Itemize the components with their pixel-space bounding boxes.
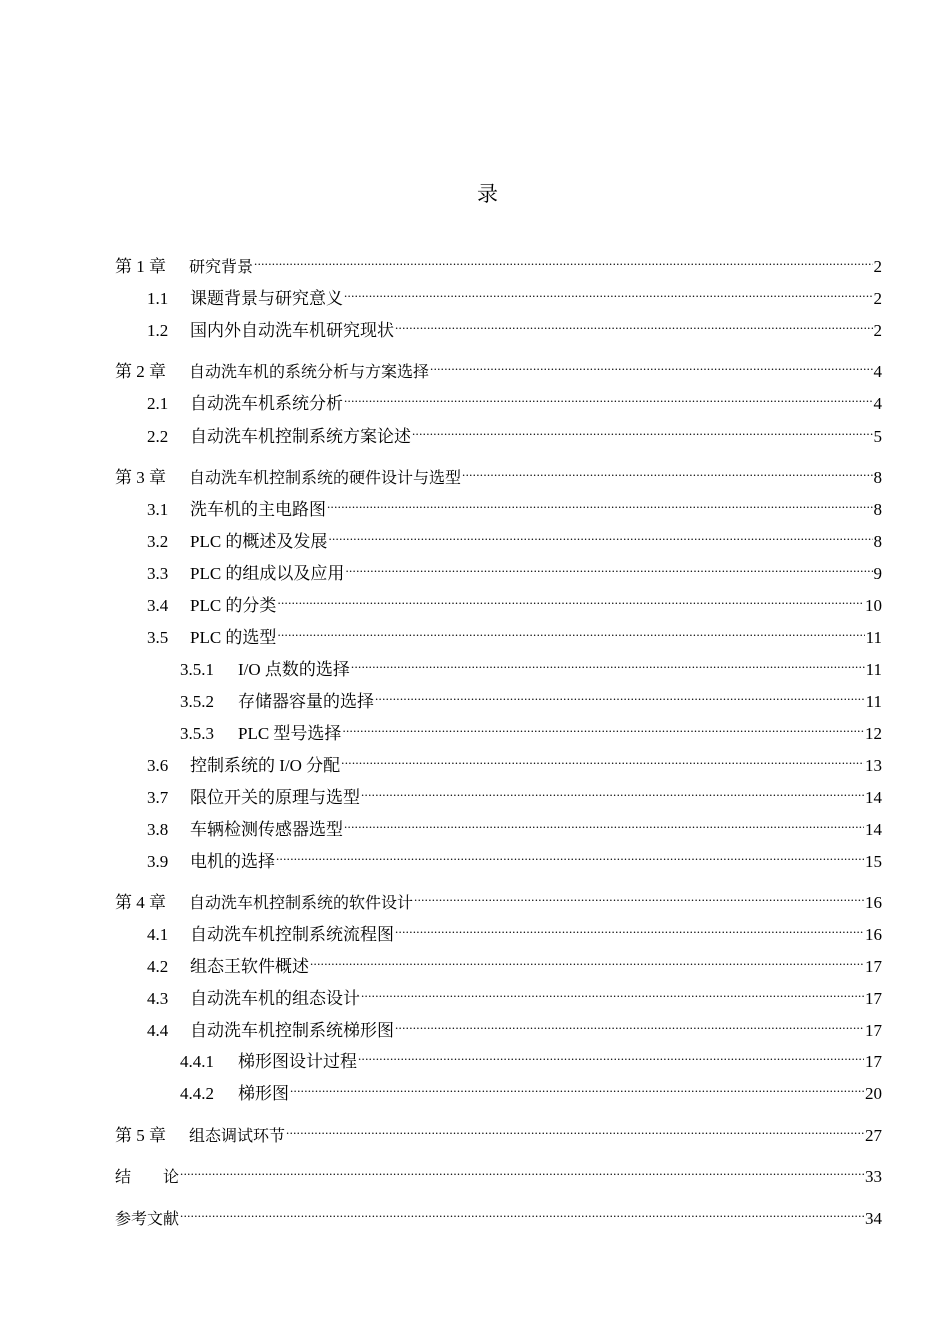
toc-entry[interactable] bbox=[115, 916, 882, 944]
toc-entry-label: 梯形图 bbox=[238, 1084, 289, 1103]
toc-entry-page: 14 bbox=[865, 820, 882, 839]
toc-entry-label: 自动洗车机控制系统方案论述 bbox=[190, 427, 411, 446]
toc-entry-label: 洗车机的主电路图 bbox=[190, 500, 326, 519]
toc-entry-page: 27 bbox=[865, 1126, 882, 1145]
toc-entry[interactable] bbox=[115, 491, 882, 519]
toc-entry-number: 3.4 bbox=[147, 596, 169, 615]
toc-entry-label: 自动洗车机控制系统的硬件设计与选型 bbox=[189, 468, 462, 487]
toc-entry-number: 2.2 bbox=[147, 427, 169, 446]
toc-entry[interactable] bbox=[115, 280, 882, 308]
toc-entry-page: 4 bbox=[873, 394, 882, 413]
toc-entry[interactable] bbox=[115, 948, 882, 976]
toc-entry-page: 2 bbox=[873, 257, 882, 276]
toc-entry-label: 电机的选择 bbox=[190, 852, 275, 871]
toc-entry[interactable] bbox=[115, 619, 882, 647]
toc-entry-page: 8 bbox=[873, 500, 882, 519]
toc-entry-number: 3.5.2 bbox=[180, 692, 214, 711]
toc-entry[interactable] bbox=[115, 980, 882, 1008]
toc-entry-number: 2.1 bbox=[147, 394, 169, 413]
toc-entry-page: 8 bbox=[873, 468, 882, 487]
toc-entry-number: 4.2 bbox=[147, 957, 169, 976]
toc-entry-page: 17 bbox=[865, 957, 882, 976]
dot-leader bbox=[345, 555, 872, 579]
toc-entry-label: 研究背景 bbox=[189, 257, 254, 276]
dot-leader bbox=[276, 843, 864, 867]
toc-entry-page: 2 bbox=[873, 321, 882, 340]
toc-entry-number: 3.5.3 bbox=[180, 724, 214, 743]
toc-entry-page: 16 bbox=[865, 893, 882, 912]
toc-entry-label: 自动洗车机的系统分析与方案选择 bbox=[189, 362, 430, 381]
toc-entry-number: 3.2 bbox=[147, 532, 169, 551]
toc-entry-label: 存储器容量的选择 bbox=[238, 692, 374, 711]
toc-entry-label: 组态调试环节 bbox=[189, 1126, 286, 1145]
toc-entry-page: 11 bbox=[865, 692, 882, 711]
toc-entry[interactable] bbox=[115, 587, 882, 615]
toc-entry-label: 控制系统的 I/O 分配 bbox=[190, 756, 341, 775]
toc-entry-number: 4.4.2 bbox=[180, 1084, 214, 1103]
toc-entry[interactable] bbox=[115, 715, 882, 743]
dot-leader bbox=[327, 491, 873, 515]
toc-entry-label: PLC 的组成以及应用 bbox=[190, 564, 345, 583]
toc-entry-label: PLC 的概述及发展 bbox=[190, 532, 328, 551]
dot-leader bbox=[462, 459, 872, 483]
toc-entry-label: 结 论 bbox=[115, 1167, 180, 1186]
toc-entry-number: 第 5 章 bbox=[115, 1126, 166, 1145]
toc-entry[interactable] bbox=[115, 747, 882, 775]
toc-entry-page: 11 bbox=[865, 660, 882, 679]
toc-entry-page: 12 bbox=[865, 724, 882, 743]
dot-leader bbox=[310, 948, 864, 972]
toc-entry-label: 限位开关的原理与选型 bbox=[190, 788, 360, 807]
toc-entry[interactable] bbox=[115, 779, 882, 807]
toc-entry[interactable] bbox=[115, 811, 882, 839]
toc-entry[interactable] bbox=[115, 1012, 882, 1040]
dot-leader bbox=[344, 280, 873, 304]
toc-entry-page: 13 bbox=[865, 756, 882, 775]
toc-entry[interactable] bbox=[115, 1200, 882, 1228]
toc-entry-label: PLC 的选型 bbox=[190, 628, 277, 647]
dot-leader bbox=[286, 1117, 864, 1141]
toc-entry-page: 33 bbox=[865, 1167, 882, 1186]
toc-entry-page: 17 bbox=[865, 1021, 882, 1040]
toc-entry-label: 车辆检测传感器选型 bbox=[190, 820, 343, 839]
toc-entry-label: 组态王软件概述 bbox=[190, 957, 309, 976]
toc-entry-page: 16 bbox=[865, 925, 882, 944]
toc-entry-label: 自动洗车机控制系统梯形图 bbox=[190, 1021, 394, 1040]
toc-entry-label: 参考文献 bbox=[115, 1209, 180, 1228]
toc-entry-number: 第 4 章 bbox=[115, 893, 166, 912]
dot-leader bbox=[180, 1200, 864, 1224]
toc-entry[interactable] bbox=[115, 1158, 882, 1186]
toc-entry-label: PLC 的分类 bbox=[190, 596, 277, 615]
toc-entry-page: 14 bbox=[865, 788, 882, 807]
toc-entry-number: 第 2 章 bbox=[115, 362, 166, 381]
toc-entry-page: 5 bbox=[873, 427, 882, 446]
toc-entry-number: 3.5 bbox=[147, 628, 169, 647]
toc-entry-page: 4 bbox=[873, 362, 882, 381]
toc-title: 录 bbox=[477, 182, 498, 206]
toc-entry[interactable] bbox=[115, 459, 882, 487]
toc-entry[interactable] bbox=[115, 523, 882, 551]
toc-entry-label: 自动洗车机的组态设计 bbox=[190, 989, 360, 1008]
toc-entry-label: 自动洗车机系统分析 bbox=[190, 394, 343, 413]
dot-leader bbox=[344, 385, 873, 409]
dot-leader bbox=[277, 587, 864, 611]
dot-leader bbox=[395, 916, 864, 940]
dot-leader bbox=[395, 1012, 864, 1036]
dot-leader bbox=[351, 651, 865, 675]
toc-entry-number: 3.3 bbox=[147, 564, 169, 583]
toc-entry-page: 10 bbox=[865, 596, 882, 615]
dot-leader bbox=[361, 779, 864, 803]
toc-entry-number: 1.1 bbox=[147, 289, 169, 308]
dot-leader bbox=[342, 715, 864, 739]
toc-entry-page: 20 bbox=[865, 1084, 882, 1103]
toc-entry-page: 9 bbox=[873, 564, 882, 583]
toc-entry-number: 3.1 bbox=[147, 500, 169, 519]
dot-leader bbox=[395, 312, 873, 336]
dot-leader bbox=[341, 747, 864, 771]
toc-entry-number: 3.6 bbox=[147, 756, 169, 775]
toc-entry-label: PLC 型号选择 bbox=[238, 724, 342, 743]
toc-entry[interactable] bbox=[115, 1075, 882, 1103]
toc-entry-label: 自动洗车机控制系统流程图 bbox=[190, 925, 394, 944]
toc-entry-number: 1.2 bbox=[147, 321, 169, 340]
dot-leader bbox=[361, 980, 864, 1004]
toc-entry-page: 15 bbox=[865, 852, 882, 871]
toc-entry-number: 第 3 章 bbox=[115, 468, 166, 487]
toc-entry[interactable] bbox=[115, 843, 882, 871]
dot-leader bbox=[344, 811, 864, 835]
toc-entry-page: 34 bbox=[865, 1209, 882, 1228]
toc-entry-number: 4.3 bbox=[147, 989, 169, 1008]
toc-entry[interactable] bbox=[115, 884, 882, 912]
toc-entry[interactable] bbox=[115, 312, 882, 340]
dot-leader bbox=[254, 248, 872, 272]
dot-leader bbox=[375, 683, 865, 707]
toc-entry[interactable] bbox=[115, 683, 882, 711]
toc-entry-number: 4.4 bbox=[147, 1021, 169, 1040]
toc-entry-label: 课题背景与研究意义 bbox=[190, 289, 343, 308]
toc-entry[interactable] bbox=[115, 418, 882, 446]
toc-entry[interactable] bbox=[115, 353, 882, 381]
toc-entry-number: 3.7 bbox=[147, 788, 169, 807]
toc-entry[interactable] bbox=[115, 248, 882, 276]
toc-entry-label: I/O 点数的选择 bbox=[238, 660, 350, 679]
toc-entry-number: 3.5.1 bbox=[180, 660, 214, 679]
toc-entry-page: 17 bbox=[865, 1052, 882, 1071]
toc-entry-label: 梯形图设计过程 bbox=[238, 1052, 357, 1071]
toc-entry[interactable] bbox=[115, 1117, 882, 1145]
toc-entry-page: 11 bbox=[865, 628, 882, 647]
toc-entry-label: 国内外自动洗车机研究现状 bbox=[190, 321, 394, 340]
dot-leader bbox=[430, 353, 872, 377]
toc-entry[interactable] bbox=[115, 385, 882, 413]
toc-entry-page: 8 bbox=[873, 532, 882, 551]
dot-leader bbox=[358, 1043, 864, 1067]
toc-entry[interactable] bbox=[115, 1043, 882, 1071]
dot-leader bbox=[412, 418, 873, 442]
toc-entry[interactable] bbox=[115, 555, 882, 583]
dot-leader bbox=[290, 1075, 864, 1099]
dot-leader bbox=[180, 1158, 864, 1182]
toc-entry-label: 自动洗车机控制系统的软件设计 bbox=[189, 893, 414, 912]
dot-leader bbox=[414, 884, 864, 908]
toc-entry-number: 4.1 bbox=[147, 925, 169, 944]
toc-entry-number: 3.9 bbox=[147, 852, 169, 871]
toc-entry-number: 4.4.1 bbox=[180, 1052, 214, 1071]
toc-entry-number: 第 1 章 bbox=[115, 257, 166, 276]
toc-entry[interactable] bbox=[115, 651, 882, 679]
toc-entry-page: 2 bbox=[873, 289, 882, 308]
dot-leader bbox=[328, 523, 872, 547]
toc-entry-page: 17 bbox=[865, 989, 882, 1008]
dot-leader bbox=[277, 619, 864, 643]
toc-entry-number: 3.8 bbox=[147, 820, 169, 839]
